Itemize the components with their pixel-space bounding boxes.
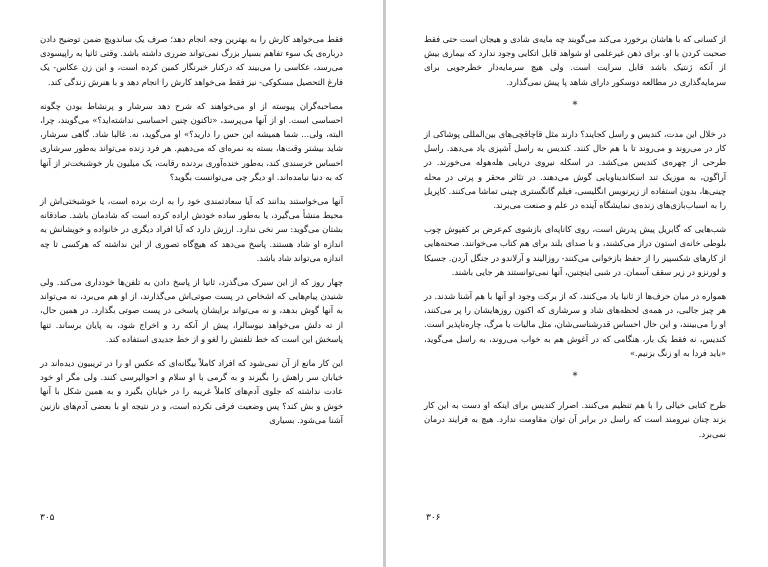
right-page-body	[424, 32, 726, 451]
section-separator: *	[572, 99, 578, 111]
left-page	[0, 0, 383, 567]
page-number: ۳۰۵	[40, 513, 55, 523]
paragraph: فقط می‌خواهد کارش را به بهترین وجه انجام دهد؛ صرف یک ساندویچ ضمن توضیح دادن درباره‌ی یک سوء تفاهم بسیار بزرگ نمی‌تواند ضرری داشته باشد. وقتی ثانیا به راپیسودی می‌رسد، عکاسی را می‌بیند که درکنار خبرنگار کمین کرده است، و این زن عکاس- یک فارغ التحصیل مسکوکی- نیز فقط می‌خواهد کارش را انجام دهد و با هنرش زندگی کند.	[40, 34, 343, 87]
page-number: ۳۰۶	[426, 513, 441, 523]
paragraph: آنها می‌خواستند بدانند که آیا سعادتمندی خود را به ارث برده است، یا خوشبختی‌اش از محیط منشأ می‌گیرد، یا به‌طور ساده خودش اراده کرده است که شادمان باشد. صادقانه بشتان می‌گوید: سر نخی ندارد. ارزش دارد که آیا افراد دیگری در خانواده و خویشانش به اندازه او شاد هستند. پاسخ می‌دهد که هیچ‌گاه تصوری از این نداشته که هرکسی تا چه اندازه می‌تواند شاد باشد.	[40, 196, 343, 263]
paragraph: شب‌هایی که گابریل پیش پدرش است، روی کاناپه‌ای بازشوی کم‌عرض بر کفپوش چوب بلوطی خانه‌ی استون دراز می‌کشند، و با صدای بلند برای هم کتاب می‌خوانند. صحنه‌هایی از کارهای شکسپیر را از حفظ بازخوانی می‌کنند- روزالیند و آرلاندو در جنگل آردن. جسیکا و لورنزو در زیر سقف آسمان. در شبی اینچنین، آنها نمی‌توانستند هر جایی باشند.	[424, 224, 726, 277]
paragraph: مصاحبه‌گران پیوسته از او می‌خواهند که شرح دهد سرشار و پرنشاط بودن چگونه احساسی است. او از آنها می‌پرسد، «تاکنون چنین احساسی نداشته‌اید؟» می‌گویند، چرا، البته، ولی... شما همیشه این حس را دارید؟» او می‌گوید، نه. غالبا شاد. گاهی سرشار، شاید بیشتر وقت‌ها، بسته به نمره‌ای که می‌دهیم. هر فرد زنده می‌تواند به‌طور سرشاری احساس خرسندی کند، به‌طور خنده‌آوری بردنده رقابت، یک میلیون بار خوشبخت‌تر از آنها که به دنیا نیامده‌اند. او دیگر چی می‌توانست بگوید؟	[40, 100, 343, 182]
paragraph: همواره در میان حرف‌ها از ثانیا یاد می‌کنند، که از برکت وجود او آنها با هم آشنا شدند. در هر چیز جالبی، در همه‌ی لحظه‌های شاد و سرشاری که اکنون روزهایشان را پر می‌کنند، او را می‌بینند، و این حال احساس قدرشناسی‌شان، مثل مالیات یا مرگ، چاره‌ناپذیر است. کندیس، نه فقط یک بار، هنگامی که در آغوش هم به خواب می‌روند، به راسل می‌گوید، «باید فردا به او زنگ بزنیم.»	[424, 291, 726, 358]
paragraph: در خلال این مدت، کندیس و راسل کجایند؟ دارند مثل قاچاقچی‌های بین‌المللی پوشاکی از کار در می‌روند و می‌روند تا با هم حال کنند. کندیس به راسل آشپزی یاد می‌دهد. راسل طرحی از چهره‌ی کندیس می‌کشد. در اسکله نیروی دریایی هله‌هوله می‌خورند. در آراگون، به موزیک تند اسکاندیناویایی گوش می‌دهند. در تئاتر محقر و پرتی در محله چینی‌ها، بدون استفاده از زیرنویس انگلیسی، فیلم گانگستری چینی تماشا می‌کنند. کاپریل را به اسباب‌بازی‌های زنده‌ی نمایشگاه آینده در علم و صنعت می‌برند.	[424, 129, 726, 211]
section-separator: *	[572, 371, 578, 383]
paragraph: از کسانی که با هاشان برخورد می‌کند می‌گویند چه مایه‌ی شادی و هیجان است حتی فقط صحبت کردن با او. برای ذهن غیرعلمی او شواهد قابل اتکایی وجود ندارد که بیماری بیش از آنکه ژنتیک باشد قابل سرایت است. ولی هیچ سرمایه‌دار خطرجویی برای سرمایه‌گذاری در مطالعه دوسکور دارای شاهد پا پیش نمی‌گذارد.	[424, 34, 726, 87]
paragraph: این کار مانع از آن نمی‌شود که افراد کاملاً بیگانه‌ای که عکس او را در تریبیون دیده‌اند در خیابان سر راهش را بگیرند و به گرمی با او سلام و احوالپرسی کنند. ولی مگر او خود عادت نداشته که جلوی آدم‌های کاملاً غریبه را در خیابان بگیرد و به همین شکل با آنها خوش و بش کند؟ پس وضعیت فرقی نکرده است، و در نتیجه او با بعضی آدم‌های نازنین آشنا می‌شود. بسیاری	[40, 358, 343, 425]
left-page-body	[40, 32, 343, 437]
paragraph: طرح کتابی خیالی را با هم تنظیم می‌کنند. اصرار کندیس برای اینکه او دست به این کار بزند چنان نیرومند است که راسل در برابر آن توان مقاومت ندارد. هیچ به فرایند درمان نمی‌برد.	[424, 400, 726, 439]
right-page	[386, 0, 768, 567]
paragraph: چهار روز که از این سیرک می‌گذرد، ثانیا از پاسخ دادن به تلفن‌ها خودداری می‌کند. ولی شنیدن پیام‌هایی که اشخاص در پست صوتی‌اش می‌گذارند، از او هم می‌برد، نه می‌تواند به آنها گوش بدهد، و نه می‌تواند برایشان پاسخی در پست صوتی بگذارد. در همین حال، از ته دلش می‌خواهد نیوسالرا، پیش از آنکه رد و اخراج شود، به پایان برساند. تنها پاسخش این است که خط تلفنش را لغو و از خط جدیدی استفاده کند.	[40, 277, 343, 344]
